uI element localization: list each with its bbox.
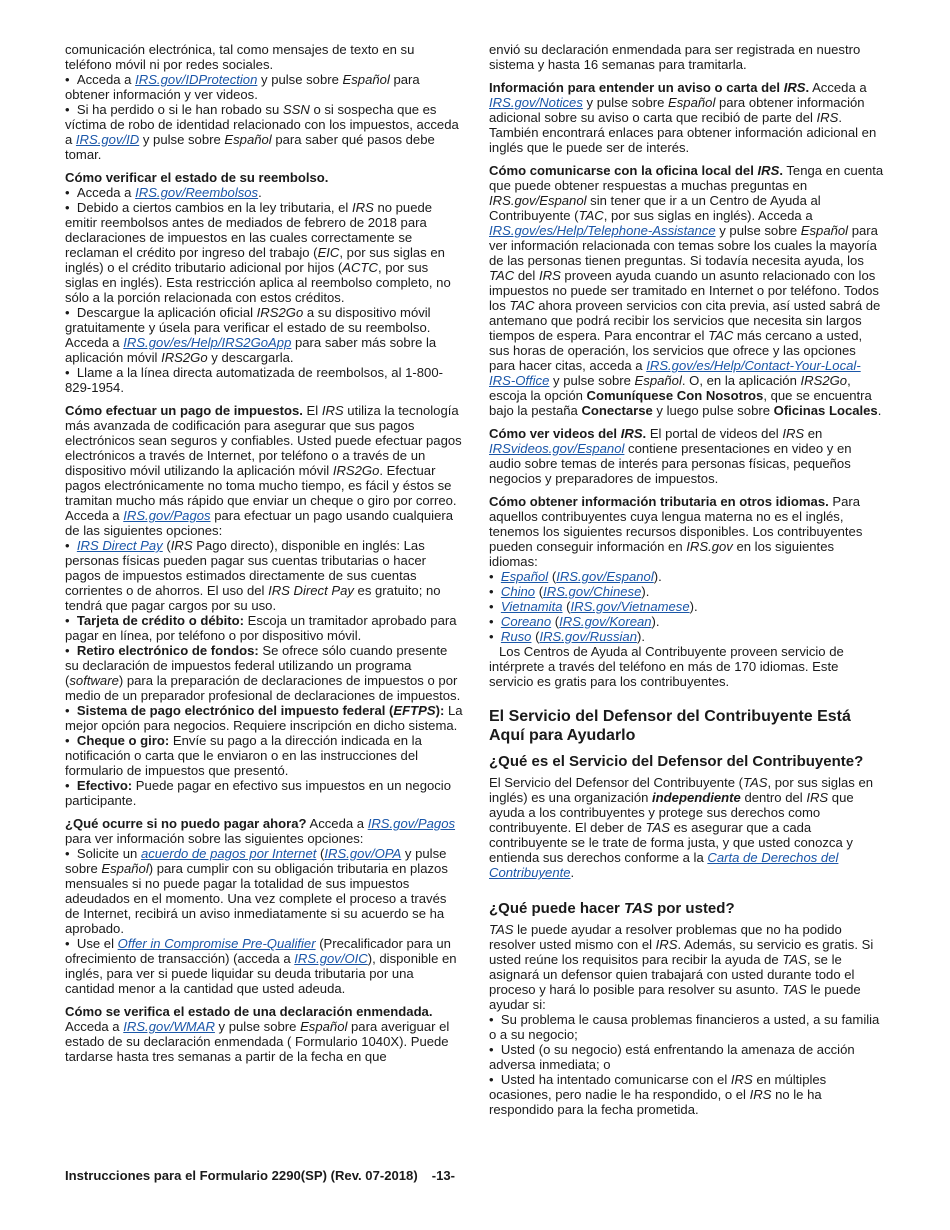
text: , que se encuentra bajo la pestaña xyxy=(489,388,872,418)
left-column xyxy=(65,42,463,1064)
language-link[interactable]: Español xyxy=(500,569,549,584)
text: sin tener que ir a un Centro de Ayuda al Contribuyente ( xyxy=(489,193,821,223)
opa-link[interactable]: IRS.gov/OPA xyxy=(324,846,402,861)
text: TAS xyxy=(624,900,653,917)
list-item: • Vietnamita (IRS.gov/Vietnamese). xyxy=(489,599,885,614)
language-list xyxy=(489,569,885,644)
text: software xyxy=(69,673,119,688)
pagos-link-2[interactable]: IRS.gov/Pagos xyxy=(367,816,456,831)
text: ( xyxy=(162,538,171,553)
list-item xyxy=(65,703,463,733)
text: no le ha respondido para la fecha prometida. xyxy=(489,1087,822,1117)
text: y pulse sobre xyxy=(549,373,635,388)
text: y pulse sobre xyxy=(65,846,447,876)
text: y luego pulse sobre xyxy=(652,403,774,418)
list-item xyxy=(65,365,463,395)
text: comunicación electrónica, tal como mensajes de texto en su teléfono móvil ni por redes sociales. xyxy=(65,42,415,72)
list-item xyxy=(65,102,463,162)
text: para obtener información y ver videos. xyxy=(65,72,420,102)
text: por usted? xyxy=(652,900,735,917)
text: envió su declaración enmendada para ser registrada en nuestro sistema y hasta 16 semanas para tramitarla. xyxy=(489,42,861,72)
text: Retiro electrónico de fondos: xyxy=(76,643,259,658)
text: utiliza la tecnología más avanzada de codificación para asegurar que sus pagos electrónicos sean seguros y confiables. Usted puede efectuar pagos electrónicos a través de Internet, por teléfono o a través de un dispositivo móvil utilizando la aplicación móvil xyxy=(65,403,462,478)
text: TAS xyxy=(782,952,807,967)
text: , por sus siglas en inglés). Esta restricción aplica al reembolso completo, no sólo a la porción relacionada con estos créditos. xyxy=(65,260,451,305)
text: Descargue la aplicación oficial xyxy=(76,305,257,320)
oic-link[interactable]: IRS.gov/OIC xyxy=(294,951,368,966)
text: . xyxy=(258,185,262,200)
text: SSN xyxy=(282,102,310,117)
paragraph xyxy=(65,42,463,72)
list-item xyxy=(65,72,463,102)
list-item xyxy=(65,733,463,778)
paragraph xyxy=(489,426,885,486)
text: que ayuda a los contribuyentes y protege sus derechos como contribuyente. El deber de xyxy=(489,790,854,835)
list-item xyxy=(489,1072,885,1117)
list-item: • Chino (IRS.gov/Chinese). xyxy=(489,584,885,599)
text: Sistema de pago electrónico del impuesto federal ( xyxy=(76,703,394,718)
text: IRS xyxy=(655,937,678,952)
text: Acceda a xyxy=(76,72,136,87)
text: ¿Qué puede hacer xyxy=(489,900,625,917)
language-url-link[interactable]: IRS.gov/Russian xyxy=(539,629,637,644)
text: TAC xyxy=(578,208,604,223)
text: ( xyxy=(316,846,325,861)
text: ) para cumplir con su obligación tributaria en plazos mensuales si no puede pagar la totalidad de sus impuestos adeudados en el momento. Una vez complete el proceso a través de Internet, recibirá un aviso inmediatamente si su acuerdo se ha aprobado. xyxy=(65,861,448,936)
text: Puede pagar en efectivo sus impuestos en un negocio participante. xyxy=(65,778,451,808)
text: independiente xyxy=(652,790,741,805)
text: Su problema le causa problemas financieros a usted, a su familia o a su negocio; xyxy=(489,1012,880,1042)
text: Comuníquese Con Nosotros xyxy=(586,388,764,403)
paragraph xyxy=(65,403,463,538)
text: Use el xyxy=(76,936,118,951)
text: , se le asignará un defensor quien trabajará con usted durante todo el proceso y hará lo posible para resolver su asunto. xyxy=(489,952,855,997)
text: IRS2Go xyxy=(332,463,380,478)
text: para ver información relacionada con temas sobre los cuales la mayoría de las personas tienen preguntas. Si todavía necesita ayuda, los xyxy=(489,223,878,268)
text: IRS xyxy=(749,1087,772,1102)
text: EFTPS xyxy=(393,703,436,718)
language-url-link[interactable]: IRS.gov/Chinese xyxy=(543,584,642,599)
text: IRS xyxy=(806,790,829,805)
text: IRS2Go xyxy=(161,350,208,365)
text: para averiguar el estado de su declaración enmendada ( Formulario 1040X). Puede tardarse hasta tres semanas a partir de la fecha en que xyxy=(65,1019,450,1064)
text: . Además, su servicio es gratis. Si usted reúne los requisitos para recibir la ayuda de xyxy=(489,937,874,967)
list-item xyxy=(65,846,463,936)
list-item: • Ruso (IRS.gov/Russian). xyxy=(489,629,885,644)
text: Tarjeta de crédito o débito: xyxy=(76,613,244,628)
text: Español xyxy=(224,132,272,147)
text: y pulse sobre xyxy=(214,1019,301,1034)
text: Español xyxy=(634,373,682,388)
text: IRS xyxy=(757,163,780,178)
text: para efectuar un pago usando cualquiera de las siguientes opciones: xyxy=(65,508,453,538)
direct-pay-link[interactable]: IRS Direct Pay xyxy=(76,538,163,553)
text: en xyxy=(804,426,823,441)
text: , por sus siglas en inglés) o el crédito tributario adicional por hijos ( xyxy=(65,245,445,275)
text: . O, en la aplicación xyxy=(681,373,801,388)
text: (Precalificador para un ofrecimiento de transacción) (acceda a xyxy=(65,936,451,966)
text: es asegurar que a cada contribuyente se le trate de forma justa, y que usted conozca y entienda sus derechos conforme a la xyxy=(489,820,853,865)
text: a su dispositivo móvil gratuitamente y úsela para verificar el estado de su reembolso. Acceda a xyxy=(65,305,431,350)
text: IRS.gov/Espanol xyxy=(489,193,587,208)
text: es gratuito; no tendrá que pagar cargos por su uso. xyxy=(65,583,441,613)
paragraph xyxy=(489,163,885,418)
text: Español xyxy=(101,861,149,876)
text: Oficinas Locales xyxy=(773,403,878,418)
paragraph xyxy=(65,816,463,846)
bill-of-rights-link[interactable]: Carta de Derechos del Contribuyente xyxy=(489,850,839,880)
online-payment-agreement-link[interactable]: acuerdo de pagos por Internet xyxy=(140,846,317,861)
text: TAS xyxy=(743,775,768,790)
text: TAC xyxy=(708,328,734,343)
language-link[interactable]: Coreano xyxy=(500,614,552,629)
text: Información para entender un aviso o carta del xyxy=(489,80,784,95)
text: Para aquellos contribuyentes cuya lengua materna no es el inglés, tenemos los siguientes recursos disponibles. Los contribuyentes pueden conseguir información en xyxy=(489,494,863,554)
text: Escoja un tramitador aprobado para pagar en línea, por teléfono o por dispositivo móvil. xyxy=(65,613,457,643)
oic-prequalifier-link[interactable]: Offer in Compromise Pre-Qualifier xyxy=(117,936,316,951)
text: en múltiples ocasiones, pero nadie le ha respondido, o el xyxy=(489,1072,827,1102)
paragraph xyxy=(489,775,885,880)
text: para ver información sobre las siguientes opciones: xyxy=(65,831,364,846)
text: . xyxy=(877,403,882,418)
section-heading xyxy=(489,426,646,441)
text: Debido a ciertos cambios en la ley tributaria, el xyxy=(76,200,352,215)
text: Usted ha intentado comunicarse con el xyxy=(500,1072,731,1087)
text: y pulse sobre xyxy=(715,223,801,238)
text: Acceda a xyxy=(76,185,136,200)
irs2goapp-link[interactable]: IRS.gov/es/Help/IRS2GoApp xyxy=(123,335,292,350)
id-link[interactable]: IRS.gov/ID xyxy=(75,132,140,147)
subsection-title xyxy=(489,900,885,918)
text: Si ha perdido o si le han robado su xyxy=(76,102,283,117)
text: IRS xyxy=(321,403,344,418)
text: IRS xyxy=(538,268,561,283)
text: Acceda a xyxy=(306,816,368,831)
text: Se ofrece sólo cuando presente su declaración de impuestos federal utilizando un programa ( xyxy=(65,643,448,688)
text: Llame a la línea directa automatizada de reembolsos, al 1-800-829-1954. xyxy=(65,365,443,395)
text: TAC xyxy=(509,298,535,313)
section-heading: Cómo se verifica el estado de una declaración enmendada. xyxy=(65,1004,433,1019)
text: , escoja la opción xyxy=(489,373,851,403)
list-item xyxy=(65,936,463,996)
paragraph xyxy=(489,922,885,1012)
text: IRS xyxy=(730,1072,753,1087)
text: IRS xyxy=(816,110,839,125)
text: le puede ayudar a resolver problemas que no ha podido resolver usted mismo con el xyxy=(489,922,842,952)
section-heading: ¿Qué ocurre si no puedo pagar ahora? xyxy=(65,816,307,831)
reembolsos-link[interactable]: IRS.gov/Reembolsos xyxy=(135,185,259,200)
text: TAS xyxy=(645,820,670,835)
text: IRS xyxy=(170,538,193,553)
text: . xyxy=(642,426,647,441)
paragraph xyxy=(489,42,885,72)
text: no puede emitir reembolsos antes de mediados de febrero de 2018 para declaraciones de impuestos en las cuales correctamente se reclaman el crédito por ingreso del trabajo ( xyxy=(65,200,433,260)
text: Cómo ver videos del xyxy=(489,426,621,441)
list-item xyxy=(65,778,463,808)
text: . xyxy=(779,163,783,178)
language-url-link[interactable]: IRS.gov/Vietnamese xyxy=(570,599,690,614)
footer-form-title: Instrucciones para el Formulario 2290(SP) (Rev. 07-2018) xyxy=(65,1168,418,1183)
irsvideos-link[interactable]: IRSvideos.gov/Espanol xyxy=(489,441,625,456)
list-item xyxy=(65,185,463,200)
text: para saber qué pasos debe tomar. xyxy=(65,132,435,162)
text: del xyxy=(514,268,539,283)
section-title: El Servicio del Defensor del Contribuyente Está Aquí para Ayudarlo xyxy=(489,708,851,744)
text: Cómo comunicarse con la oficina local del xyxy=(489,163,758,178)
text: IRS Direct Pay xyxy=(268,583,354,598)
paragraph xyxy=(489,80,885,155)
text: y descargarla. xyxy=(207,350,294,365)
text: El Servicio del Defensor del Contribuyente ( xyxy=(489,775,743,790)
text: Tenga en cuenta que puede obtener respuestas a muchas preguntas en xyxy=(489,163,884,193)
text: ): xyxy=(435,703,445,718)
telephone-assistance-link[interactable]: IRS.gov/es/Help/Telephone-Assistance xyxy=(489,223,716,238)
text: IRS2Go xyxy=(256,305,304,320)
text: Español xyxy=(668,95,716,110)
text: contiene presentaciones en video y en audio sobre temas de interés para personas físicas, pequeños negocios y preparadores de impuestos. xyxy=(489,441,852,486)
list-item xyxy=(65,200,463,305)
paragraph xyxy=(65,1004,463,1064)
section-heading: Cómo verificar el estado de su reembolso. xyxy=(65,170,329,185)
list-item xyxy=(65,613,463,643)
text: para saber más sobre la aplicación móvil xyxy=(65,335,437,365)
text: ACTC xyxy=(342,260,378,275)
text: La mejor opción para negocios. Requiere inscripción en dicho sistema. xyxy=(65,703,463,733)
list-item xyxy=(65,643,463,703)
idprotection-link[interactable]: IRS.gov/IDProtection xyxy=(135,72,258,87)
text: Cheque o giro: xyxy=(76,733,170,748)
list-item xyxy=(489,1042,885,1072)
text: . También encontrará enlaces para obtener información adicional en inglés que le puede ser de interés. xyxy=(489,110,877,155)
text: Pago directo), disponible en inglés: Las personas físicas pueden pagar sus cuentas tributarias o hacer pagos de impuestos estimados directamente de sus cuentas corrientes o de ahorros. El uso del xyxy=(65,538,427,598)
text: proveen ayuda cuando un asunto relacionado con los impuestos no puede ser tramitado en Internet o por teléfono. Todos los xyxy=(489,268,879,313)
list-item xyxy=(489,1012,885,1042)
text: . xyxy=(570,865,575,880)
section-heading: Cómo efectuar un pago de impuestos. xyxy=(65,403,303,418)
text: , por sus siglas en inglés) es una organización xyxy=(489,775,874,805)
text: ) para la preparación de declaraciones de impuestos o por medio de un preparador profesional de declaraciones de impuestos. xyxy=(65,673,461,703)
text: Usted (o su negocio) está enfrentando la amenaza de acción adversa inmediata; o xyxy=(489,1042,855,1072)
text: IRS xyxy=(620,426,643,441)
text: IRS xyxy=(351,200,374,215)
language-link[interactable]: Vietnamita xyxy=(500,599,563,614)
text: ahora proveen servicios con cita previa, así usted sabrá de antemano que podrá recibir los servicios que necesita sin largos tiempos de espera. Para encontrar el xyxy=(489,298,881,343)
text: Español xyxy=(342,72,390,87)
text: IRS xyxy=(782,426,805,441)
section-heading xyxy=(489,163,783,178)
text: o si sospecha que es víctima de robo de identidad relacionado con los impuestos, acceda a xyxy=(65,102,459,147)
text: . xyxy=(805,80,810,95)
text: Acceda a xyxy=(809,80,867,95)
text: , por sus siglas en inglés). Acceda a xyxy=(603,208,813,223)
list-item: • Español (IRS.gov/Espanol). xyxy=(489,569,885,584)
text: y pulse sobre xyxy=(139,132,225,147)
notices-link[interactable]: IRS.gov/Notices xyxy=(489,95,583,110)
language-url-link[interactable]: IRS.gov/Korean xyxy=(559,614,652,629)
text: TAS xyxy=(782,982,807,997)
text: ), disponible en inglés, para ver si puede liquidar su deuda tributaria por una cantidad menor a la cantidad que usted adeuda. xyxy=(65,951,457,996)
text: dentro del xyxy=(740,790,807,805)
local-office-link[interactable]: IRS.gov/es/Help/Contact-Your-Local-IRS-Office xyxy=(489,358,861,388)
text: para obtener información adicional sobre su aviso o carta que recibió de parte del xyxy=(489,95,865,125)
text: . Efectuar pagos electrónicamente no toma mucho tiempo, es fácil y éstos se tramitan mucho más rápido que enviar un cheque o giro por correo. Acceda a xyxy=(65,463,457,523)
text: IRS2Go xyxy=(800,373,848,388)
language-link[interactable]: Ruso xyxy=(500,629,532,644)
section-heading: Cómo obtener información tributaria en otros idiomas. xyxy=(489,494,829,509)
list-item xyxy=(65,305,463,365)
text: TAS xyxy=(489,922,514,937)
right-column xyxy=(489,42,885,1117)
text: Efectivo: xyxy=(76,778,133,793)
text: en los siguientes idiomas: xyxy=(489,539,835,569)
section-heading xyxy=(489,80,809,95)
text: TAC xyxy=(489,268,515,283)
text: El xyxy=(302,403,322,418)
text: Solicite un xyxy=(76,846,141,861)
subsection-title: ¿Qué es el Servicio del Defensor del Contribuyente? xyxy=(489,753,864,770)
language-url-link[interactable]: IRS.gov/Espanol xyxy=(556,569,654,584)
paragraph: Los Centros de Ayuda al Contribuyente proveen servicio de intérprete a través del teléfono en más de 170 idiomas. Este servicio es gratis para los contribuyentes. xyxy=(489,644,844,689)
language-link[interactable]: Chino xyxy=(500,584,536,599)
pagos-link[interactable]: IRS.gov/Pagos xyxy=(123,508,211,523)
text: Español xyxy=(800,223,849,238)
text: Acceda a xyxy=(65,1019,124,1034)
text: y pulse sobre xyxy=(257,72,343,87)
wmar-link[interactable]: IRS.gov/WMAR xyxy=(123,1019,215,1034)
list-item: • Coreano (IRS.gov/Korean). xyxy=(489,614,885,629)
text: y pulse sobre xyxy=(582,95,669,110)
text: más cercano a usted, sus horas de operación, los servicios que ofrece y las opciones para hacer citas, acceda a xyxy=(489,328,863,373)
text: IRS.gov xyxy=(686,539,733,554)
paragraph xyxy=(489,494,885,569)
text: EIC xyxy=(317,245,340,260)
text: le puede ayudar si: xyxy=(489,982,861,1012)
list-item xyxy=(65,538,463,613)
page-number: -13- xyxy=(431,1168,455,1183)
text: IRS xyxy=(783,80,806,95)
text: El portal de videos del xyxy=(646,426,783,441)
page-footer xyxy=(65,1168,455,1183)
text: Conectarse xyxy=(581,403,653,418)
text: Español xyxy=(300,1019,348,1034)
text: Envíe su pago a la dirección indicada en la notificación o carta que le enviaron o en las instrucciones del formulario de impuestos que presentó. xyxy=(65,733,422,778)
